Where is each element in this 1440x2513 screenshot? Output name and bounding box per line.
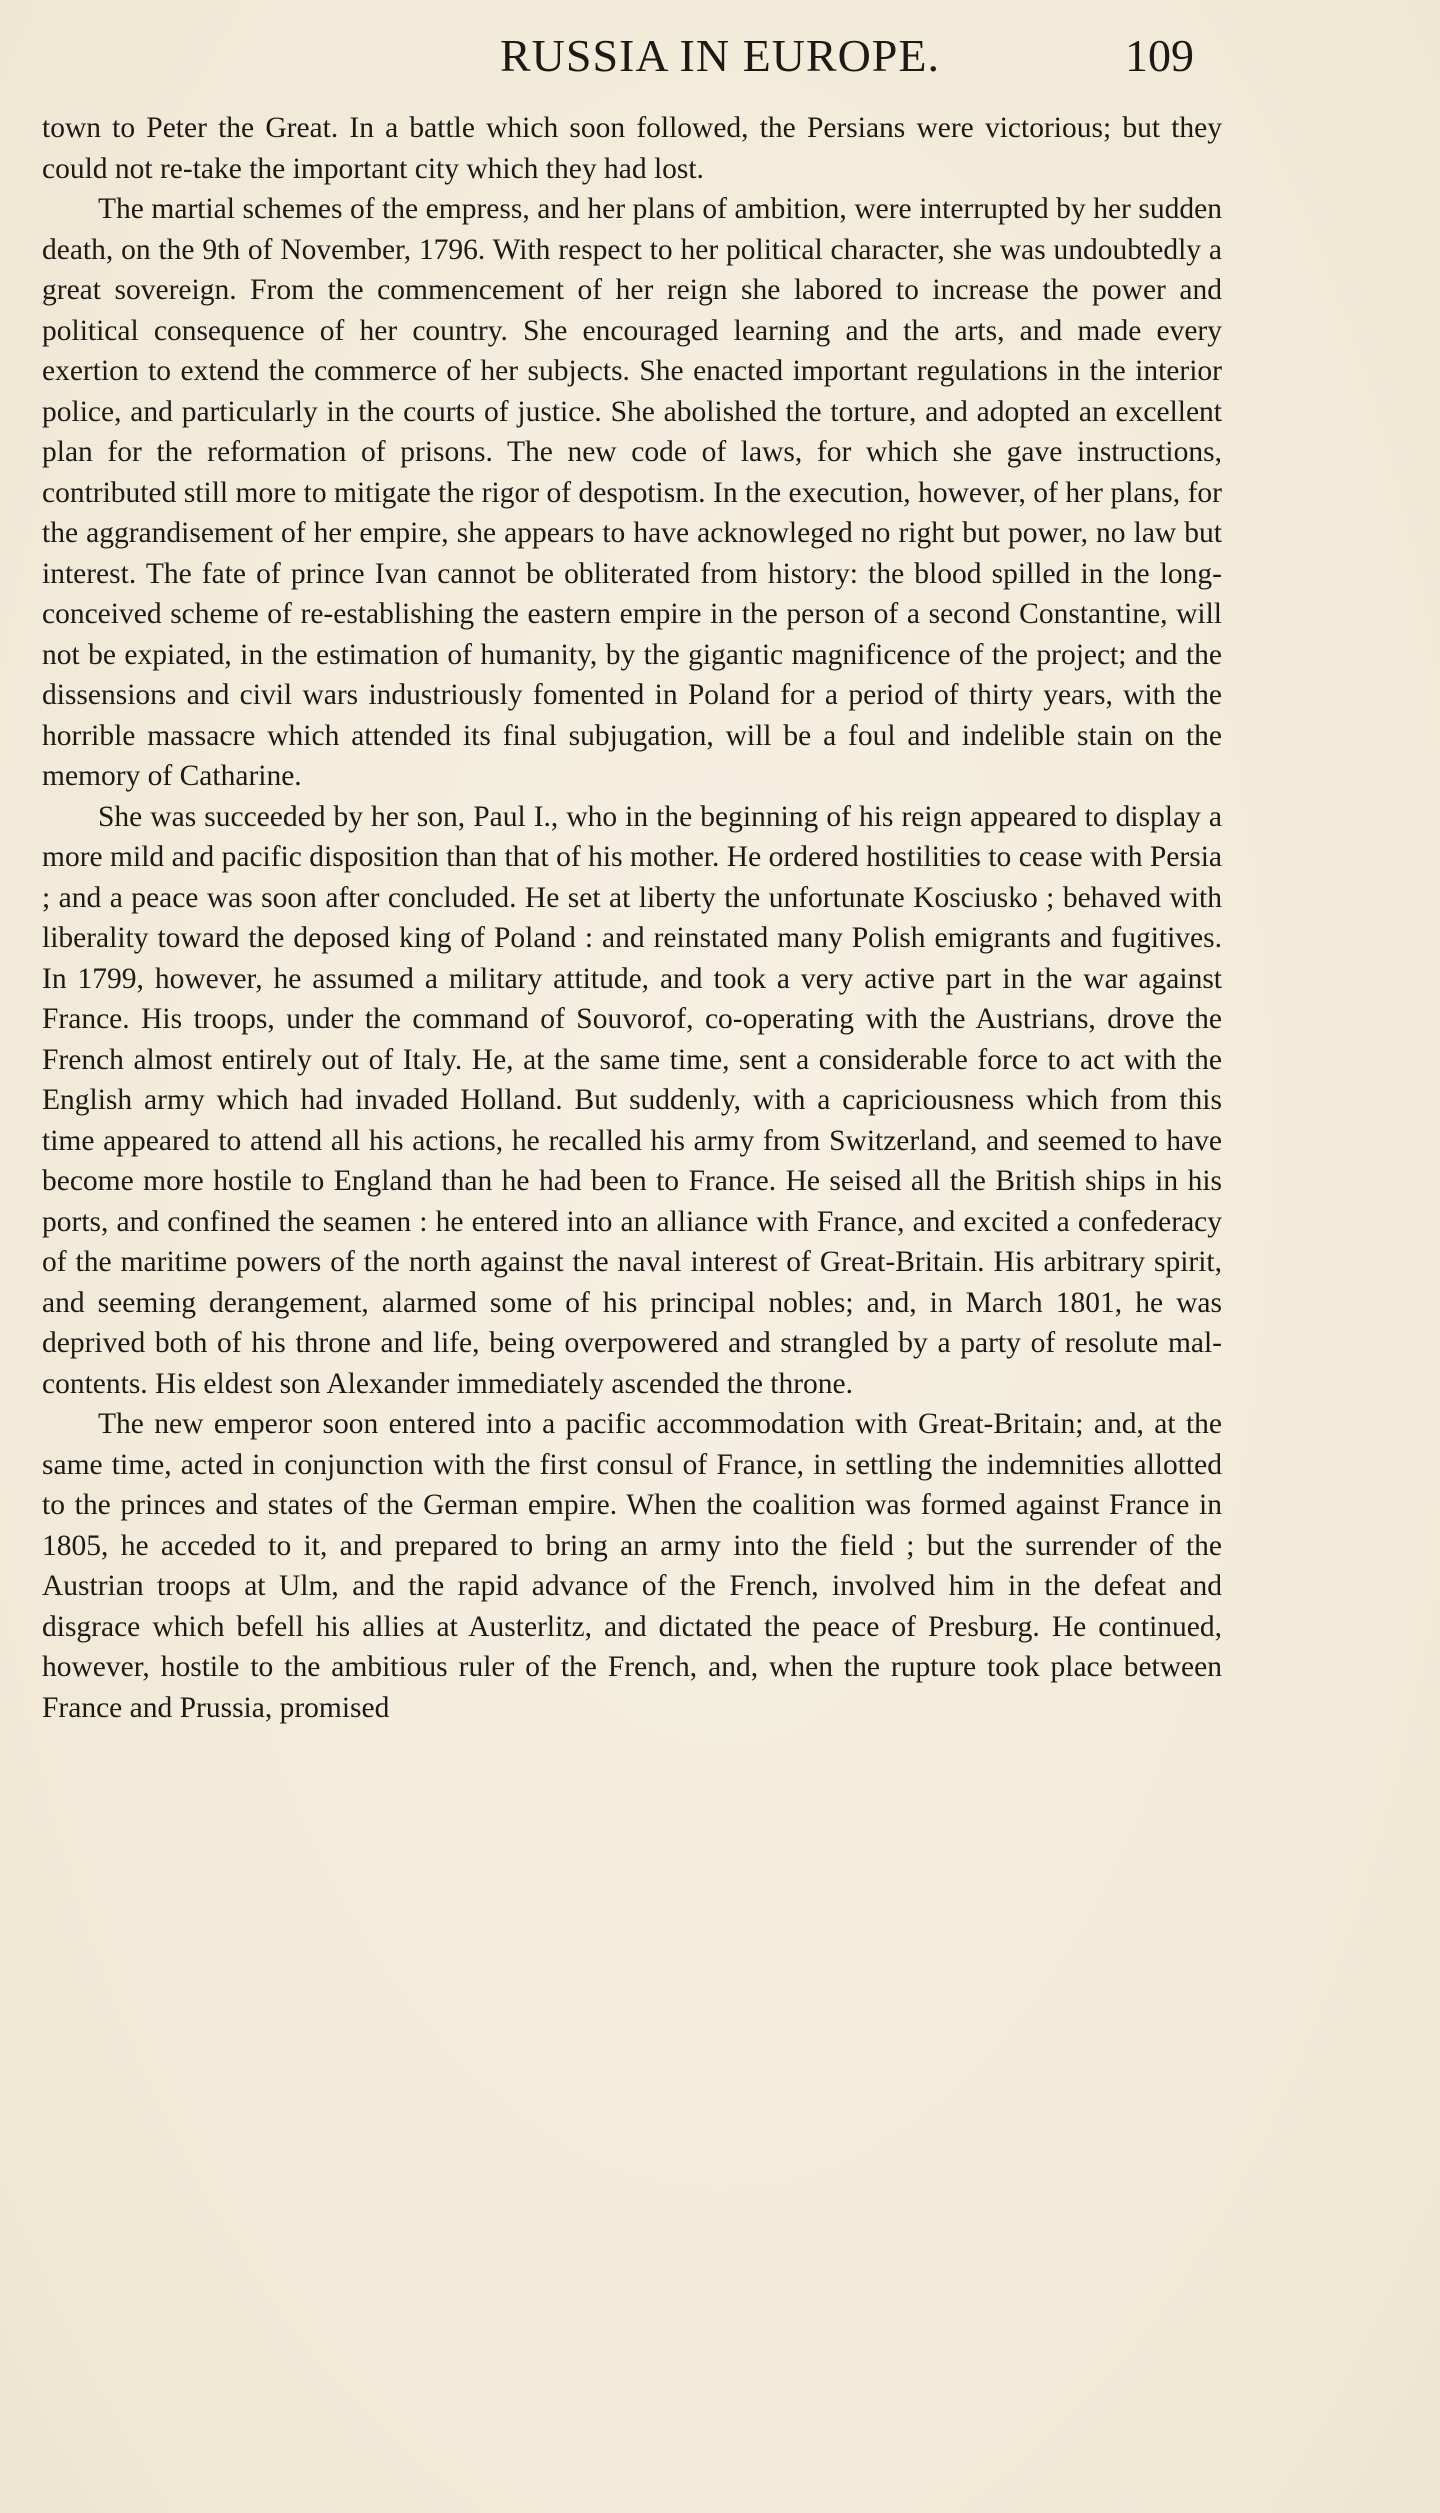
paragraph-paul-reign: She was succeeded by her son, Paul I., who in the beginning of his reign appeared to display a more mild and pacific disposition than that of his mother. He ordered hostilities to cease with Persia ; and a peace was soon after concluded. He set at liberty the unfortunate Kosciusko ; behaved with liberality toward the deposed king of Poland : and reinstated many Polish emigrants and fugitives. In 1799, however, he assumed a military attitude, and took a very active part in the war against France. His troops, under the command of Souvorof, co-operating with the Austrians, drove the French almost entirely out of Italy. He, at the same time, sent a considerable force to act with the English army which had invaded Holland. But suddenly, with a capriciousness which from this time appeared to attend all his actions, he recalled his army from Switzerland, and seemed to have become more hostile to England than he had been to France. He seised all the British ships in his ports, and confined the seamen : he entered into an alliance with France, and excited a confederacy of the maritime powers of the north against the naval interest of Great-Britain. His arbitrary spirit, and seeming derangement, alarmed some of his principal nobles; and, in March 1801, he was deprived both of his throne and life, being overpowered and strangled by a party of resolute mal-contents. His eldest son Alexander immediately ascended the throne. [42, 800, 1222, 1400]
body-text [42, 108, 1222, 1728]
page-number: 109 [1125, 30, 1194, 81]
paragraph-catharine-death: The martial schemes of the empress, and her plans of ambition, were interrupted by her sudden death, on the 9th of November, 1796. With respect to her political character, she was undoubtedly a great sovereign. From the commencement of her reign she labored to increase the power and political consequence of her country. She encouraged learning and the arts, and made every exertion to extend the commerce of her subjects. She enacted important regulations in the interior police, and particularly in the courts of justice. She abolished the torture, and adopted an excellent plan for the reformation of prisons. The new code of laws, for which she gave instructions, contributed still more to mitigate the rigor of despotism. In the execution, however, of her plans, for the aggrandisement of her empire, she appears to have acknowleged no right but power, no law but interest. The fate of prince Ivan cannot be obliterated from history: the blood spilled in the long-conceived scheme of re-establishing the eastern empire in the person of a second Constantine, will not be expiated, in the estimation of humanity, by the gigantic magnificence of the project; and the dissensions and civil wars industriously fomented in Poland for a period of thirty years, with the horrible massacre which attended its final subjugation, will be a foul and indelible stain on the memory of Catharine. [42, 193, 1222, 792]
running-title: RUSSIA IN EUROPE. [499, 30, 940, 81]
page-header [0, 22, 1440, 82]
paragraph-alexander-reign: The new emperor soon entered into a pacific accommodation with Great-Britain; and, at the same time, acted in conjunction with the first consul of France, in settling the indemnities allotted to the princes and states of the German empire. When the coalition was formed against France in 1805, he acceded to it, and prepared to bring an army into the field ; but the surrender of the Austrian troops at Ulm, and the rapid advance of the French, involved him in the defeat and disgrace which befell his allies at Austerlitz, and dictated the peace of Presburg. He continued, however, hostile to the ambitious ruler of the French, and, when the rupture took place between France and Prussia, promised [42, 1408, 1222, 1724]
paragraph-continuation: town to Peter the Great. In a battle which soon followed, the Persians were victorious; but they could not re-take the important city which they had lost. [42, 112, 1222, 185]
